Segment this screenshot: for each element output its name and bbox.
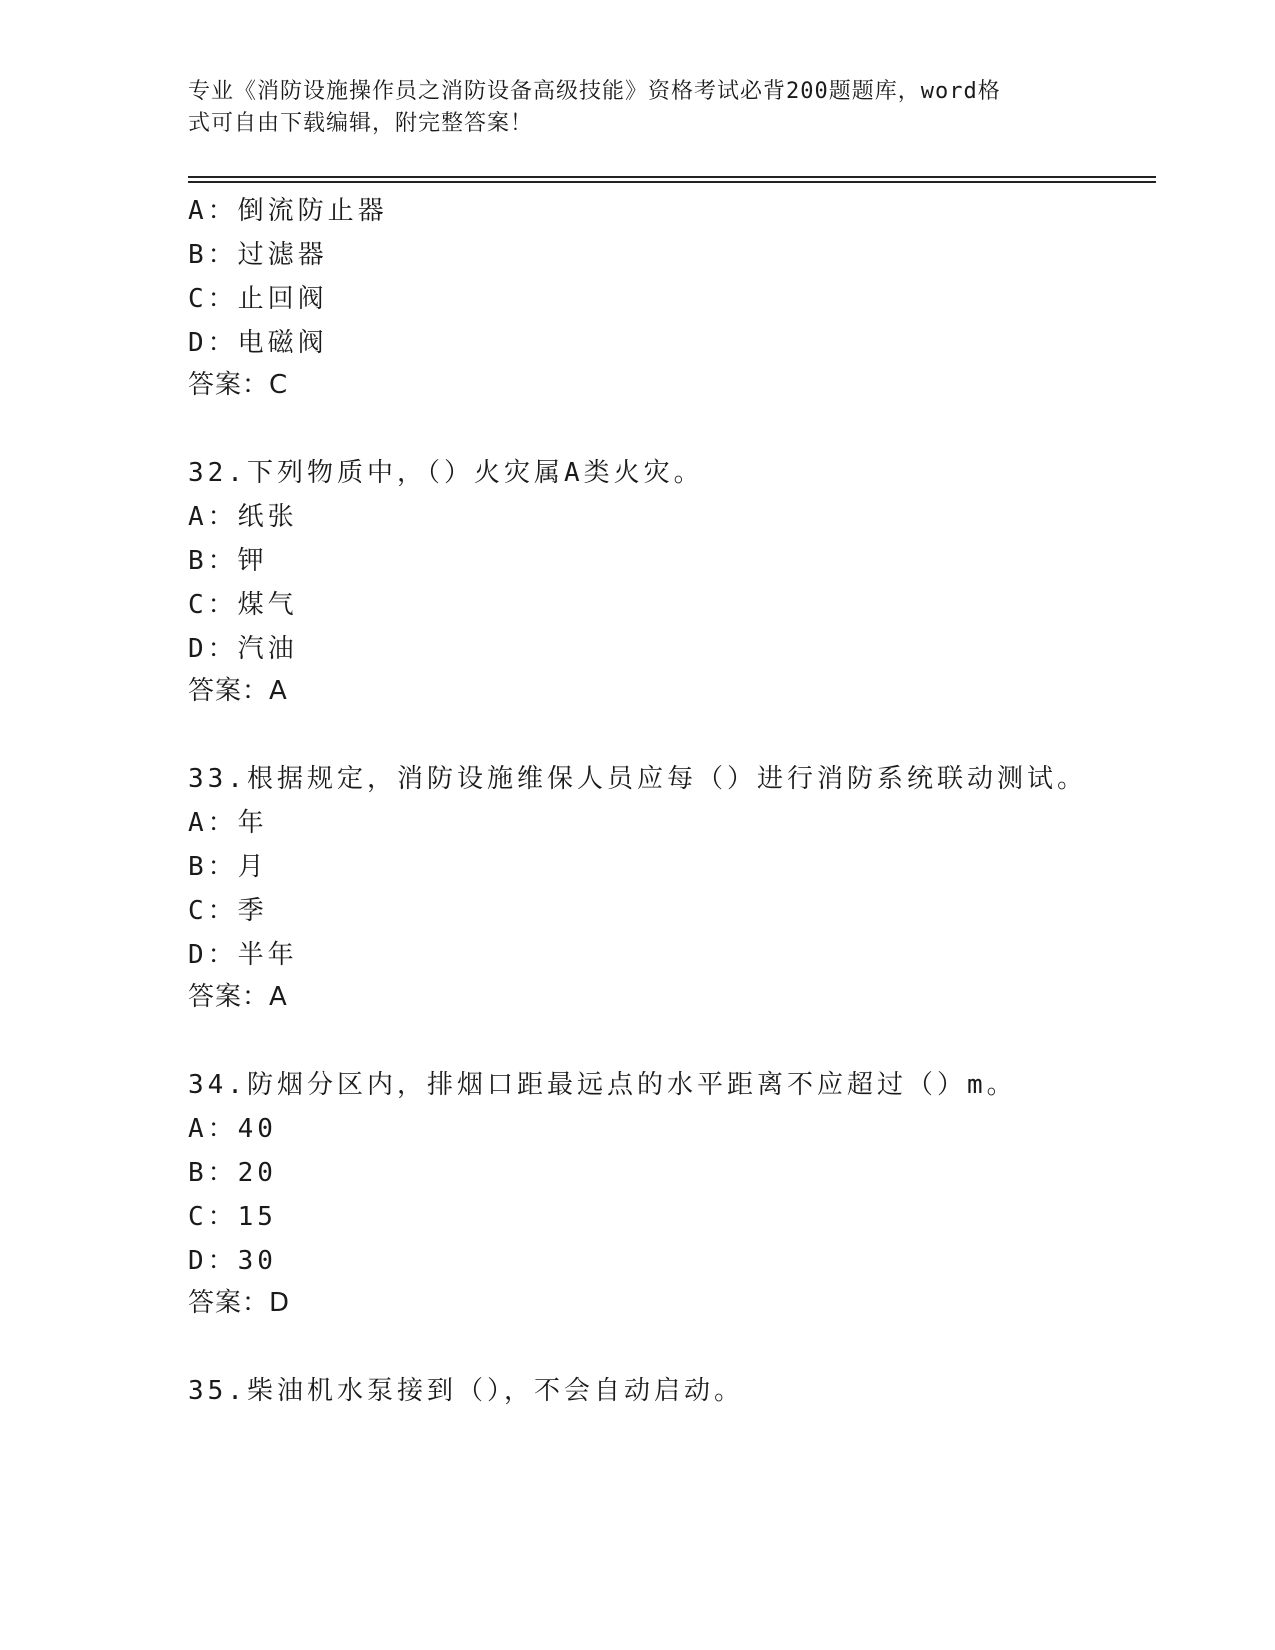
option-d: D：汽油	[188, 634, 298, 664]
header-line-2: 式可自由下载编辑，附完整答案！	[188, 111, 534, 136]
question-text: 35.柴油机水泵接到（），不会自动启动。	[188, 1376, 744, 1406]
option-b: B：钾	[188, 546, 268, 576]
option-a: A：年	[188, 808, 268, 838]
option-c: C：15	[188, 1202, 277, 1232]
option-a: A：倒流防止器	[188, 196, 388, 226]
question-text: 32.下列物质中，（）火灾属A类火灾。	[188, 458, 704, 488]
option-d: D：半年	[188, 940, 298, 970]
answer: 答案：A	[188, 982, 288, 1012]
option-a: A：纸张	[188, 502, 298, 532]
answer: 答案：D	[188, 1288, 291, 1318]
answer: 答案：C	[188, 370, 289, 400]
option-a: A：40	[188, 1114, 277, 1144]
option-d: D：30	[188, 1246, 277, 1276]
option-c: C：季	[188, 896, 268, 926]
header-rule-bottom	[188, 181, 1156, 183]
question-text: 34.防烟分区内，排烟口距最远点的水平距离不应超过（）m。	[188, 1070, 1017, 1100]
question-text: 33.根据规定，消防设施维保人员应每（）进行消防系统联动测试。	[188, 764, 1087, 794]
option-b: B：20	[188, 1158, 277, 1188]
header-rule-top	[188, 176, 1156, 178]
option-b: B：过滤器	[188, 240, 328, 270]
option-b: B：月	[188, 852, 268, 882]
option-d: D：电磁阀	[188, 328, 328, 358]
answer: 答案：A	[188, 676, 288, 706]
option-c: C：煤气	[188, 590, 298, 620]
option-c: C：止回阀	[188, 284, 328, 314]
header-line-1: 专业《消防设施操作员之消防设备高级技能》资格考试必背200题题库，word格	[188, 79, 1001, 104]
